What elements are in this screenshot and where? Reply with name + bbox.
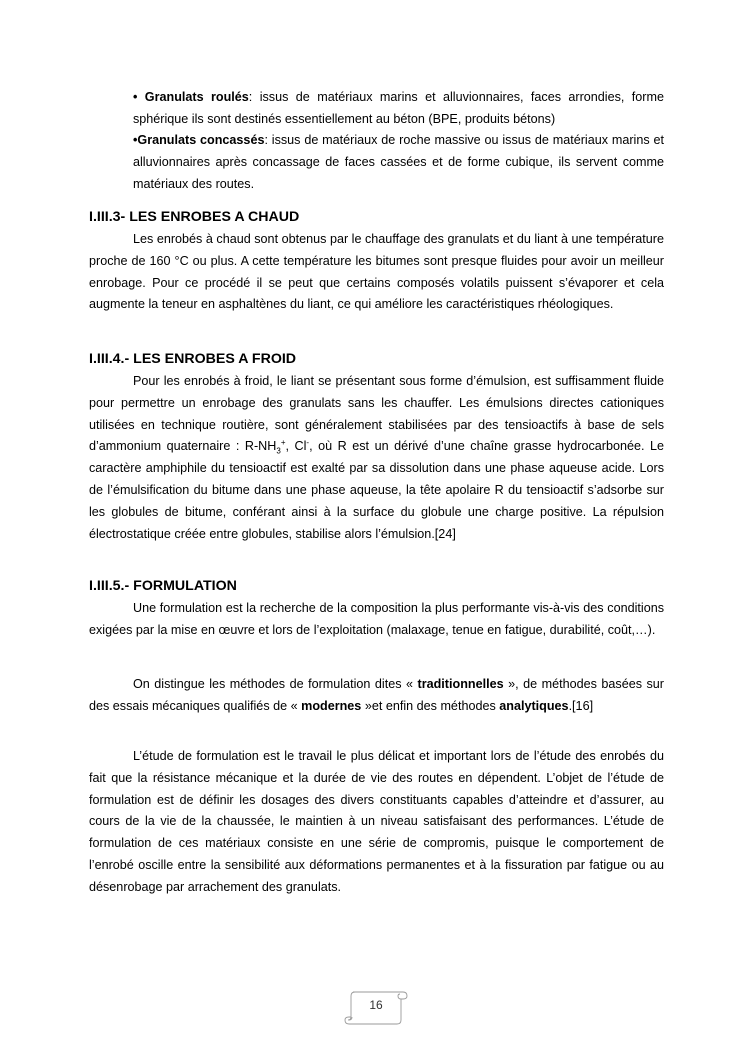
paragraph-enrobes-froid (89, 371, 664, 545)
paragraph-formulation-2-d: .[16] (568, 698, 594, 713)
term-traditionnelles: traditionnelles (417, 677, 504, 691)
bullet-granulats-roules-text: : issus de matériaux marins et alluvionnaires, faces arrondies, forme sphérique ils sont destinés essentiellement au béton (BPE, produits bétons) (133, 90, 664, 126)
paragraph-enrobes-froid-part1: Pour les enrobés à froid, le liant se présentant sous forme d’émulsion, est suffisamment fluide pour permettre un enrobage des granulats sans les chauffer. Les émulsions directes cationiques utilisées en technique routière, sont généralement stabilisées par des tensioactifs à base de sels d’ammonium quaternaire : R-NH (89, 374, 664, 454)
superscript-plus: + (280, 438, 286, 448)
paragraph-formulation-2-b: », de méthodes basées sur des essais mécaniques qualifiés de « (89, 677, 664, 713)
bullet-granulats-roules (133, 87, 664, 131)
paragraph-enrobes-froid-part2: , Cl (285, 439, 307, 454)
paragraph-enrobes-froid-part3: , où R est un dérivé d’une chaîne grasse hydrocarbonée. Le caractère amphiphile du tensioactif est exalté par sa dissolution dans une phase aqueuse acide. Lors de l’émulsification du bitume dans une phase aqueuse, la tête apolaire R du tensioactif s’adsorbe sur les globules de bitume, conférant ainsi à la surface du globule une charge positive. La répulsion électrostatique créée entre globules, stabilise alors l’émulsion.[24] (89, 439, 664, 541)
bullet-granulats-concasses (133, 130, 664, 195)
section-heading-formulation: I.III.5.- FORMULATION (89, 578, 237, 594)
paragraph-formulation-2-c: »et enfin des méthodes (361, 698, 500, 713)
bullet-granulats-concasses-text: : issus de matériaux de roche massive ou issus de matériaux marins et alluvionnaires après concassage de faces cassées et de forme cubique, ils servent comme matériaux des routes. (133, 133, 664, 191)
page-number: 16 (369, 998, 383, 1012)
bullet-granulats-roules-term: • Granulats roulés (133, 90, 249, 104)
subscript-3: 3 (276, 446, 281, 456)
paragraph-formulation-1: Une formulation est la recherche de la composition la plus performante vis-à-vis des conditions exigées par la mise en œuvre et lors de l’exploitation (malaxage, tenue en fatigue, durabilité, coût,…). (89, 601, 664, 637)
superscript-minus: - (306, 438, 310, 448)
term-modernes: modernes (301, 698, 362, 713)
paragraph-formulation-3: L’étude de formulation est le travail le plus délicat et important lors de l’étude des enrobés du fait que la résistance mécanique et la durée de vie des routes en dépendent. L’objet de l’étude de formulation est de définir les dosages des divers constituants capables d’atteindre et d’assurer, au cours de la vie de la chaussée, le maintien à un niveau satisfaisant des performances. L’étude de formulation de ces matériaux consiste en une série de compromis, puisque le comportement de l’enrobé oscille entre la sensibilité aux déformations permanentes et à la fissuration par fatigue ou au désenrobage par arrachement des granulats. (89, 749, 664, 894)
paragraph-formulation-2-a: On distingue les méthodes de formulation dites « (133, 677, 418, 691)
term-analytiques: analytiques (499, 698, 569, 713)
section-heading-enrobes-froid: I.III.4.- LES ENROBES A FROID (89, 351, 297, 367)
paragraph-enrobes-chaud: Les enrobés à chaud sont obtenus par le chauffage des granulats et du liant à une température proche de 160 °C ou plus. A cette température les bitumes sont presque fluides pour avoir un meilleur enrobage. Pour ce procédé il se peut que certains composés volatils puissent s’évaporer et cela augmente la teneur en asphaltènes du liant, ce qui améliore les caractéristiques rhéologiques. (89, 232, 664, 312)
section-heading-enrobes-chaud: I.III.3- LES ENROBES A CHAUD (89, 209, 300, 225)
bullet-granulats-concasses-term: •Granulats concassés (133, 133, 265, 147)
paragraph-formulation-2 (89, 674, 664, 718)
